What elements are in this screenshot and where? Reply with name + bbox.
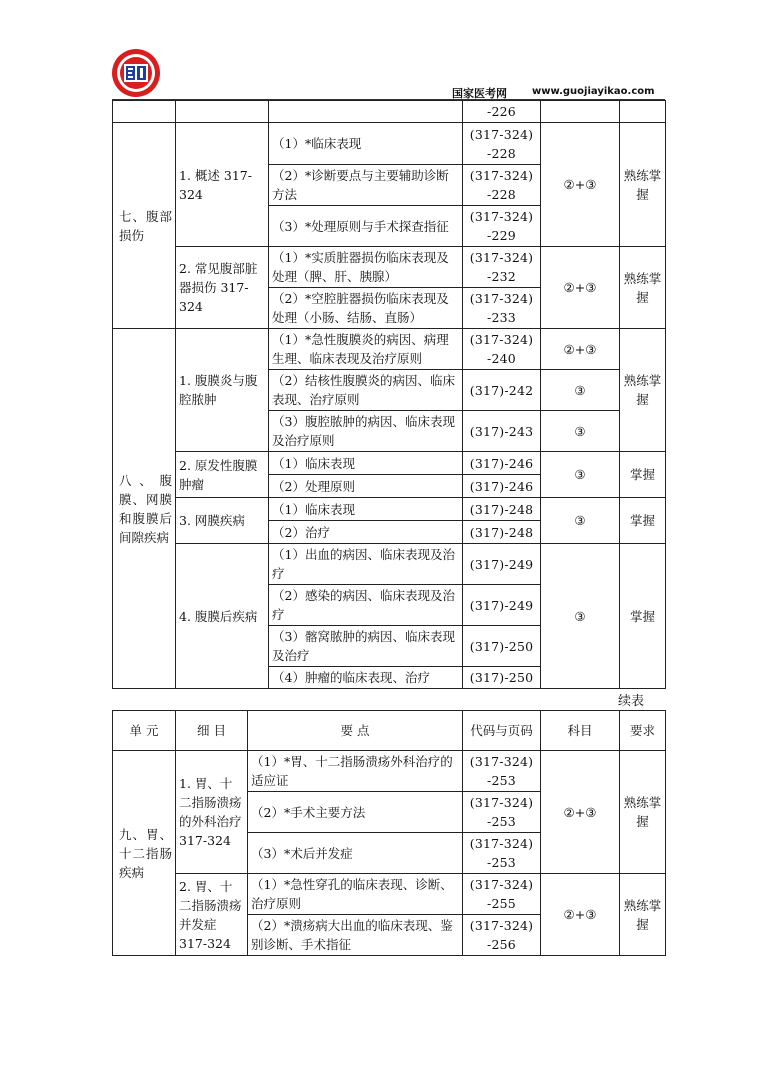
subject-cell: ③	[541, 452, 620, 498]
code-cell: (317-324) -233	[463, 288, 541, 329]
header-unit: 单 元	[113, 711, 176, 751]
point-cell: （1）临床表现	[269, 452, 463, 475]
point-cell: （3）髂窝脓肿的病因、临床表现及治疗	[269, 626, 463, 667]
table-row	[113, 544, 666, 585]
sub-item-cell: 2. 原发性腹膜肿瘤	[176, 452, 269, 498]
point-cell: （2）治疗	[269, 521, 463, 544]
sub-item-cell: 3. 网膜疾病	[176, 498, 269, 544]
unit-cell: 九、胃、十二指肠疾病	[113, 751, 176, 956]
table-row	[113, 874, 666, 915]
code-cell: (317)-248	[463, 498, 541, 521]
syllabus-table-1	[112, 100, 666, 689]
point-cell: （2）感染的病因、临床表现及治疗	[269, 585, 463, 626]
sub-item-cell: 2. 胃、十二指肠溃疡并发症 317-324	[176, 874, 248, 956]
table-cell	[176, 101, 269, 123]
sub-item-cell: 1. 胃、十二指肠溃疡的外科治疗 317-324	[176, 751, 248, 874]
sub-item-cell: 4. 腹膜后疾病	[176, 544, 269, 689]
point-cell: （1）*临床表现	[269, 123, 463, 165]
code-cell: (317)-250	[463, 667, 541, 689]
requirement-cell: 熟练掌握	[620, 123, 666, 247]
point-cell: （1）临床表现	[269, 498, 463, 521]
code-cell: (317-324) -253	[463, 833, 541, 874]
code-cell: (317-324) -232	[463, 247, 541, 288]
requirement-cell: 掌握	[620, 498, 666, 544]
subject-cell: ②+③	[541, 874, 620, 956]
table-row	[113, 247, 666, 288]
point-cell: （3）腹腔脓肿的病因、临床表现及治疗原则	[269, 411, 463, 452]
point-cell: （2）处理原则	[269, 475, 463, 498]
code-cell: (317-324) -229	[463, 206, 541, 247]
subject-cell: ③	[541, 370, 620, 411]
subject-cell: ②+③	[541, 329, 620, 370]
unit-cell: 七、腹部损伤	[113, 123, 176, 329]
code-cell: (317-324) -253	[463, 792, 541, 833]
code-cell: (317-324) -255	[463, 874, 541, 915]
point-cell: （3）*处理原则与手术探查指征	[269, 206, 463, 247]
requirement-cell: 熟练掌握	[620, 874, 666, 956]
continued-label: 续表	[618, 694, 645, 709]
sub-item-cell: 1. 概述 317-324	[176, 123, 269, 247]
header-points: 要 点	[248, 711, 463, 751]
requirement-cell: 熟练掌握	[620, 329, 666, 452]
code-cell: (317)-250	[463, 626, 541, 667]
code-cell: (317-324) -228	[463, 123, 541, 165]
code-cell: (317)-242	[463, 370, 541, 411]
unit-cell: 八、腹膜、网膜和腹膜后间隙疾病	[113, 329, 176, 689]
point-cell: （1）*胃、十二指肠溃疡外科治疗的适应证	[248, 751, 463, 792]
requirement-cell: 熟练掌握	[620, 247, 666, 329]
subject-cell: ②+③	[541, 123, 620, 247]
code-cell: (317)-249	[463, 585, 541, 626]
requirement-cell: 掌握	[620, 452, 666, 498]
point-cell: （1）*急性穿孔的临床表现、诊断、治疗原则	[248, 874, 463, 915]
header-code: 代码与页码	[463, 711, 541, 751]
table-row	[113, 123, 666, 165]
point-cell: （1）*实质脏器损伤临床表现及处理（脾、肝、胰腺）	[269, 247, 463, 288]
point-cell: （2）*手术主要方法	[248, 792, 463, 833]
code-cell: (317-324) -256	[463, 915, 541, 956]
table-header-row	[113, 711, 666, 751]
code-cell: (317)-248	[463, 521, 541, 544]
code-cell: (317)-243	[463, 411, 541, 452]
table-row	[113, 452, 666, 475]
header-requirement: 要求	[620, 711, 666, 751]
syllabus-table-2	[112, 710, 666, 956]
subject-cell: ③	[541, 544, 620, 689]
table-cell	[620, 101, 666, 123]
point-cell: （3）*术后并发症	[248, 833, 463, 874]
sub-item-cell: 2. 常见腹部脏器损伤 317-324	[176, 247, 269, 329]
requirement-cell: 熟练掌握	[620, 751, 666, 874]
point-cell: （1）出血的病因、临床表现及治疗	[269, 544, 463, 585]
code-cell: (317)-246	[463, 475, 541, 498]
point-cell: （4）肿瘤的临床表现、治疗	[269, 667, 463, 689]
header-sub-item: 细 目	[176, 711, 248, 751]
site-name: 国家医考网	[452, 87, 507, 100]
point-cell: （2）*诊断要点与主要辅助诊断方法	[269, 165, 463, 206]
point-cell: （2）*空腔脏器损伤临床表现及处理（小肠、结肠、直肠）	[269, 288, 463, 329]
subject-cell: ②+③	[541, 247, 620, 329]
subject-cell: ③	[541, 498, 620, 544]
table-row	[113, 101, 666, 123]
table-row	[113, 498, 666, 521]
site-url[interactable]: www.guojiayikao.com	[532, 86, 655, 97]
point-cell: （1）*急性腹膜炎的病因、病理生理、临床表现及治疗原则	[269, 329, 463, 370]
code-cell: (317-324) -240	[463, 329, 541, 370]
code-cell: (317-324) -228	[463, 165, 541, 206]
point-cell: （2）*溃疡病大出血的临床表现、鉴别诊断、手术指征	[248, 915, 463, 956]
table-cell	[113, 101, 176, 123]
header-subject: 科目	[541, 711, 620, 751]
code-cell: (317)-246	[463, 452, 541, 475]
code-cell: -226	[463, 101, 541, 123]
point-cell: （2）结核性腹膜炎的病因、临床表现、治疗原则	[269, 370, 463, 411]
requirement-cell: 掌握	[620, 544, 666, 689]
sub-item-cell: 1. 腹膜炎与腹腔脓肿	[176, 329, 269, 452]
table-cell	[269, 101, 463, 123]
logo-icon	[110, 47, 162, 99]
table-row	[113, 751, 666, 792]
table-cell	[541, 101, 620, 123]
subject-cell: ③	[541, 411, 620, 452]
table-row	[113, 329, 666, 370]
code-cell: (317-324) -253	[463, 751, 541, 792]
subject-cell: ②+③	[541, 751, 620, 874]
code-cell: (317)-249	[463, 544, 541, 585]
